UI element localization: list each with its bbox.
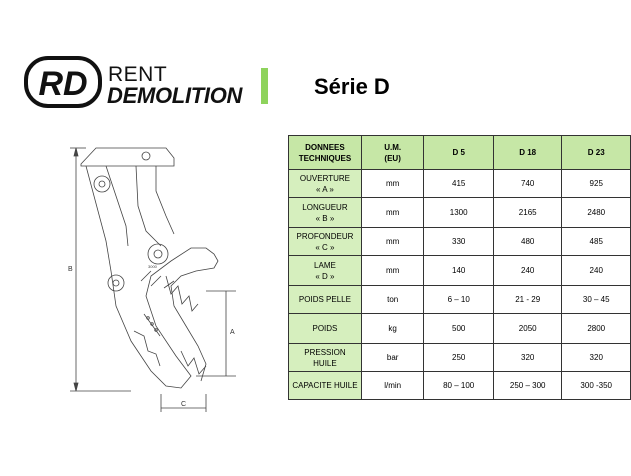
logo-word-demolition: DEMOLITION [107, 83, 243, 108]
rd-logo-mark [24, 56, 102, 108]
row-unit: bar [361, 344, 424, 372]
row-label: PRESSION HUILE [289, 344, 362, 372]
table-row [289, 228, 631, 256]
cell-d5: 250 [424, 344, 494, 372]
cell-d23: 485 [562, 228, 631, 256]
dim-label-a: A [230, 329, 235, 336]
cell-d5: 415 [424, 170, 494, 198]
row-unit: kg [361, 314, 424, 344]
row-unit: mm [361, 170, 424, 198]
cell-d23: 2800 [562, 314, 631, 344]
page-title: Série D [314, 74, 390, 99]
row-unit: mm [361, 256, 424, 286]
row-label: CAPACITE HUILE [289, 372, 362, 400]
row-unit: mm [361, 228, 424, 256]
row-unit: mm [361, 198, 424, 228]
table-row [289, 344, 631, 372]
col-header-um: U.M. (EU) [361, 136, 424, 170]
col-header-d5: D 5 [424, 136, 494, 170]
cell-d5: 140 [424, 256, 494, 286]
cell-d23: 300 -350 [562, 372, 631, 400]
row-label: OUVERTURE « A » [289, 170, 362, 198]
table-row [289, 170, 631, 198]
green-divider [261, 68, 268, 104]
table-row [289, 372, 631, 400]
cell-d23: 30 – 45 [562, 286, 631, 314]
row-unit: l/min [361, 372, 424, 400]
table-row [289, 256, 631, 286]
row-label: LAME « D » [289, 256, 362, 286]
rent-demolition-logo [24, 56, 243, 108]
col-header-d23: D 23 [562, 136, 631, 170]
logo-letters: RD [38, 65, 88, 103]
cell-d5: 6 – 10 [424, 286, 494, 314]
cell-d18: 240 [493, 256, 562, 286]
cell-d23: 2480 [562, 198, 631, 228]
cell-d18: 480 [493, 228, 562, 256]
cell-d5: 1300 [424, 198, 494, 228]
cell-d23: 320 [562, 344, 631, 372]
dim-label-b: B [68, 266, 73, 273]
drawing-part-number: 3000 [148, 264, 157, 269]
cell-d23: 240 [562, 256, 631, 286]
dim-label-c: C [181, 401, 187, 408]
cell-d5: 80 – 100 [424, 372, 494, 400]
cell-d18: 320 [493, 344, 562, 372]
cell-d23: 925 [562, 170, 631, 198]
table-row [289, 286, 631, 314]
table-header-row [289, 136, 631, 170]
col-header-d18: D 18 [493, 136, 562, 170]
col-header-donnees: DONNEES TECHNIQUES [289, 136, 362, 170]
demolition-tool-drawing [56, 136, 256, 421]
row-unit: ton [361, 286, 424, 314]
spec-table [288, 135, 631, 400]
table-row [289, 198, 631, 228]
cell-d18: 2050 [493, 314, 562, 344]
row-label: PROFONDEUR « C » [289, 228, 362, 256]
cell-d18: 740 [493, 170, 562, 198]
cell-d18: 2165 [493, 198, 562, 228]
table-row [289, 314, 631, 344]
row-label: LONGUEUR « B » [289, 198, 362, 228]
cell-d18: 250 – 300 [493, 372, 562, 400]
logo-word-rent: RENT [108, 63, 168, 86]
cell-d5: 330 [424, 228, 494, 256]
cell-d18: 21 - 29 [493, 286, 562, 314]
row-label: POIDS PELLE [289, 286, 362, 314]
cell-d5: 500 [424, 314, 494, 344]
row-label: POIDS [289, 314, 362, 344]
